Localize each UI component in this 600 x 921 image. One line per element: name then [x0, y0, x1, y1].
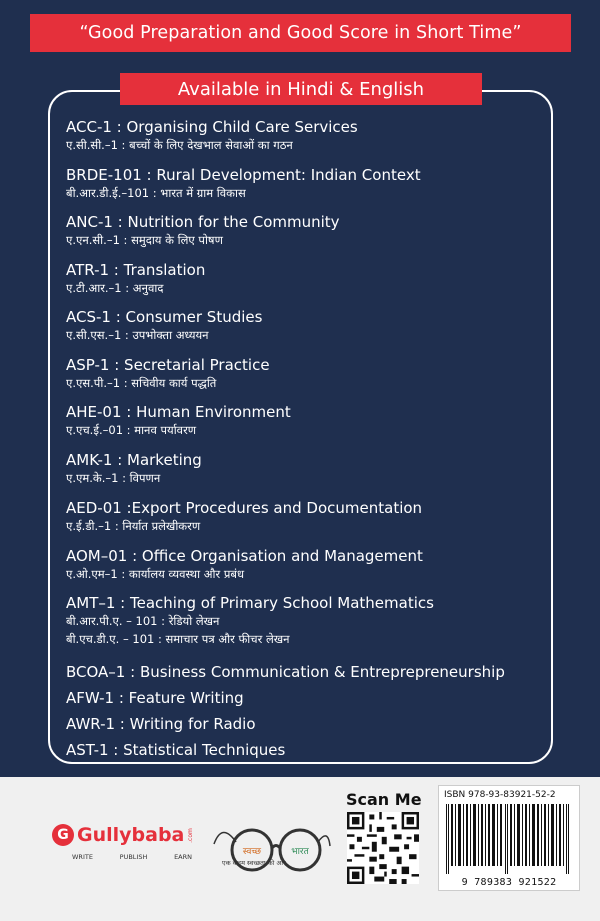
course-english: ACS-1 : Consumer Studies: [66, 308, 263, 326]
course-english: BRDE-101 : Rural Development: Indian Context: [66, 166, 421, 184]
course-hindi: ए.एच.ई.–01 : मानव पर्यावरण: [66, 423, 197, 437]
logo-wordmark: Gullybaba: [77, 824, 185, 846]
course-item: [66, 451, 202, 487]
course-item: [66, 261, 205, 297]
tagline-word: WRITE: [72, 853, 93, 861]
course-item: [66, 308, 262, 344]
logo-badge-icon: G: [52, 824, 74, 846]
course-hindi: ए.सी.एस.–1 : उपभोक्ता अध्ययन: [66, 328, 209, 342]
course-item: [66, 547, 423, 583]
course-english: ACC-1 : Organising Child Care Services: [66, 118, 358, 136]
course-item: [66, 118, 358, 154]
course-english: ANC-1 : Nutrition for the Community: [66, 213, 340, 231]
course-hindi: ए.ओ.एम–1 : कार्यालय व्यवस्था और प्रबंध: [66, 567, 245, 581]
course-item: [66, 594, 434, 648]
course-item: [66, 663, 505, 681]
swachh-bharat-glasses-icon: [208, 808, 333, 883]
course-item: [66, 213, 340, 249]
qr-code-icon: [347, 812, 419, 884]
availability-banner: Available in Hindi & English: [120, 73, 482, 105]
course-hindi: ए.टी.आर.–1 : अनुवाद: [66, 281, 164, 295]
course-english: AHE-01 : Human Environment: [66, 403, 291, 421]
isbn-label: ISBN 978-93-83921-52-2: [444, 790, 556, 800]
course-english: AST-1 : Statistical Techniques: [66, 741, 286, 759]
course-item: [66, 741, 285, 759]
tagline-word: EARN: [174, 853, 192, 861]
course-english: ASP-1 : Secretarial Practice: [66, 356, 270, 374]
course-hindi: बी.आर.पी.ए. – 101 : रेडियो लेखन: [66, 614, 220, 628]
tagline-word: PUBLISH: [119, 853, 148, 861]
course-item: [66, 689, 244, 707]
course-item: [66, 403, 291, 439]
course-item: [66, 499, 422, 535]
course-item: [66, 166, 421, 202]
course-english: AFW-1 : Feature Writing: [66, 689, 244, 707]
course-item: [66, 715, 256, 733]
course-english: AWR-1 : Writing for Radio: [66, 715, 256, 733]
course-hindi-secondary: बी.एच.डी.ए. – 101 : समाचार पत्र और फीचर लेखन: [66, 632, 290, 646]
course-item: [66, 356, 270, 392]
course-english: AMK-1 : Marketing: [66, 451, 202, 469]
scan-me-label: Scan Me: [346, 790, 422, 809]
course-hindi: ए.ई.डी.–1 : निर्यात प्रलेखीकरण: [66, 519, 201, 533]
bharat-word: भारत: [291, 847, 309, 857]
barcode-number: 9 789383 921522: [461, 877, 557, 888]
logo-domain: .com: [187, 827, 195, 843]
course-hindi: ए.सी.सी.–1 : बच्चों के लिए देखभाल सेवाओं का गठन: [66, 138, 293, 152]
swachh-word: स्वच्छ: [242, 847, 262, 857]
course-hindi: बी.आर.डी.ई.–101 : भारत में ग्राम विकास: [66, 186, 246, 200]
course-english: AED-01 :Export Procedures and Documentation: [66, 499, 423, 517]
barcode-icon: [444, 804, 574, 874]
swachh-caption: एक कदम स्वच्छता की ओर: [222, 859, 286, 867]
course-hindi: ए.एस.पी.–1 : सचिवीय कार्य पद्धति: [66, 376, 217, 390]
course-hindi: ए.एन.सी.–1 : समुदाय के लिए पोषण: [66, 233, 223, 247]
tagline-banner: “Good Preparation and Good Score in Short Time”: [30, 14, 571, 52]
course-english: AOM–01 : Office Organisation and Management: [66, 547, 423, 565]
course-english: ATR-1 : Translation: [66, 261, 206, 279]
gullybaba-logo: [52, 824, 198, 846]
course-hindi: ए.एम.के.–1 : विपणन: [66, 471, 161, 485]
logo-tagline: [72, 853, 192, 861]
course-english: AMT–1 : Teaching of Primary School Mathematics: [66, 594, 434, 612]
course-english: BCOA–1 : Business Communication & Entreprepreneurship: [66, 663, 505, 681]
